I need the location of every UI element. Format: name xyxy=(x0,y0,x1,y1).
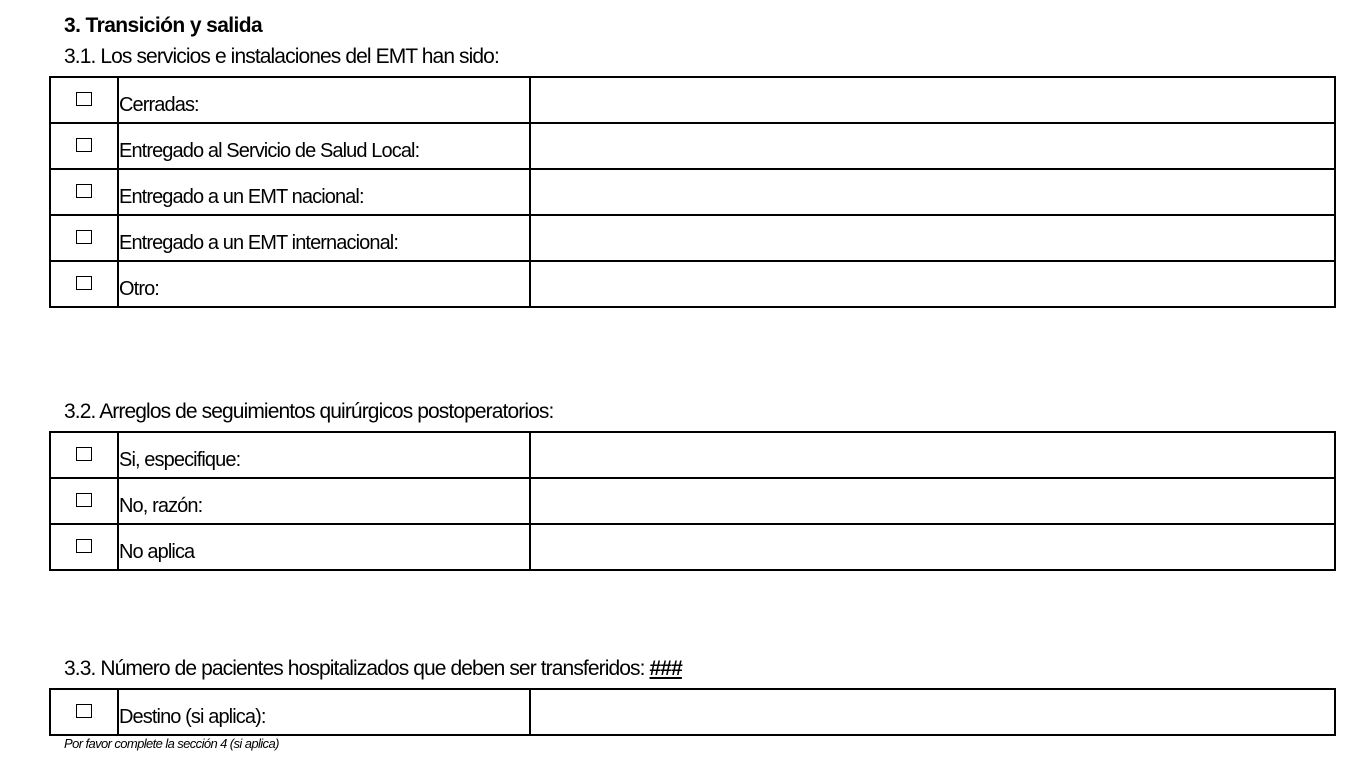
option-label: Entregado a un EMT nacional: xyxy=(119,186,364,208)
question-3-3-label: 3.3. Número de pacientes hospitalizados que deben ser transferidos: ### xyxy=(64,657,682,680)
checkbox-emt-nacional[interactable] xyxy=(76,184,92,198)
option-label: Entregado a un EMT internacional: xyxy=(119,232,399,254)
option-label: Cerradas: xyxy=(119,94,199,116)
question-3-3-table xyxy=(49,688,1336,736)
table-row xyxy=(50,478,1335,524)
table-row xyxy=(50,169,1335,215)
answer-field-no-aplica[interactable] xyxy=(530,524,1335,570)
option-label: Si, especifique: xyxy=(119,449,241,471)
table-row xyxy=(50,689,1335,735)
table-row xyxy=(50,524,1335,570)
table-row xyxy=(50,261,1335,307)
answer-field-servicio-salud-local[interactable] xyxy=(530,123,1335,169)
table-row xyxy=(50,77,1335,123)
answer-field-emt-internacional[interactable] xyxy=(530,215,1335,261)
answer-field-emt-nacional[interactable] xyxy=(530,169,1335,215)
answer-field-destino[interactable] xyxy=(530,689,1335,735)
question-3-1-label: 3.1. Los servicios e instalaciones del EMT han sido: xyxy=(64,45,499,68)
question-3-2-table xyxy=(49,431,1336,571)
checkbox-cerradas[interactable] xyxy=(76,92,92,106)
table-row xyxy=(50,215,1335,261)
answer-field-si[interactable] xyxy=(530,432,1335,478)
question-3-2-label: 3.2. Arreglos de seguimientos quirúrgicos postoperatorios: xyxy=(64,400,554,423)
answer-field-cerradas[interactable] xyxy=(530,77,1335,123)
checkbox-otro[interactable] xyxy=(76,276,92,290)
footnote: Por favor complete la sección 4 (si aplica) xyxy=(64,736,279,751)
answer-field-no[interactable] xyxy=(530,478,1335,524)
option-label: No aplica xyxy=(119,541,195,563)
table-row xyxy=(50,123,1335,169)
checkbox-emt-internacional[interactable] xyxy=(76,230,92,244)
patient-count-placeholder[interactable]: ### xyxy=(649,657,682,680)
option-label: Destino (si aplica): xyxy=(119,706,266,728)
section-title: 3. Transición y salida xyxy=(64,14,263,37)
option-label: Otro: xyxy=(119,278,159,300)
checkbox-no[interactable] xyxy=(76,493,92,507)
option-label: Entregado al Servicio de Salud Local: xyxy=(119,140,420,162)
question-3-1-table xyxy=(49,76,1336,308)
checkbox-no-aplica[interactable] xyxy=(76,539,92,553)
option-label: No, razón: xyxy=(119,495,203,517)
checkbox-destino[interactable] xyxy=(76,704,92,718)
table-row xyxy=(50,432,1335,478)
answer-field-otro[interactable] xyxy=(530,261,1335,307)
checkbox-servicio-salud-local[interactable] xyxy=(76,138,92,152)
checkbox-si[interactable] xyxy=(76,447,92,461)
